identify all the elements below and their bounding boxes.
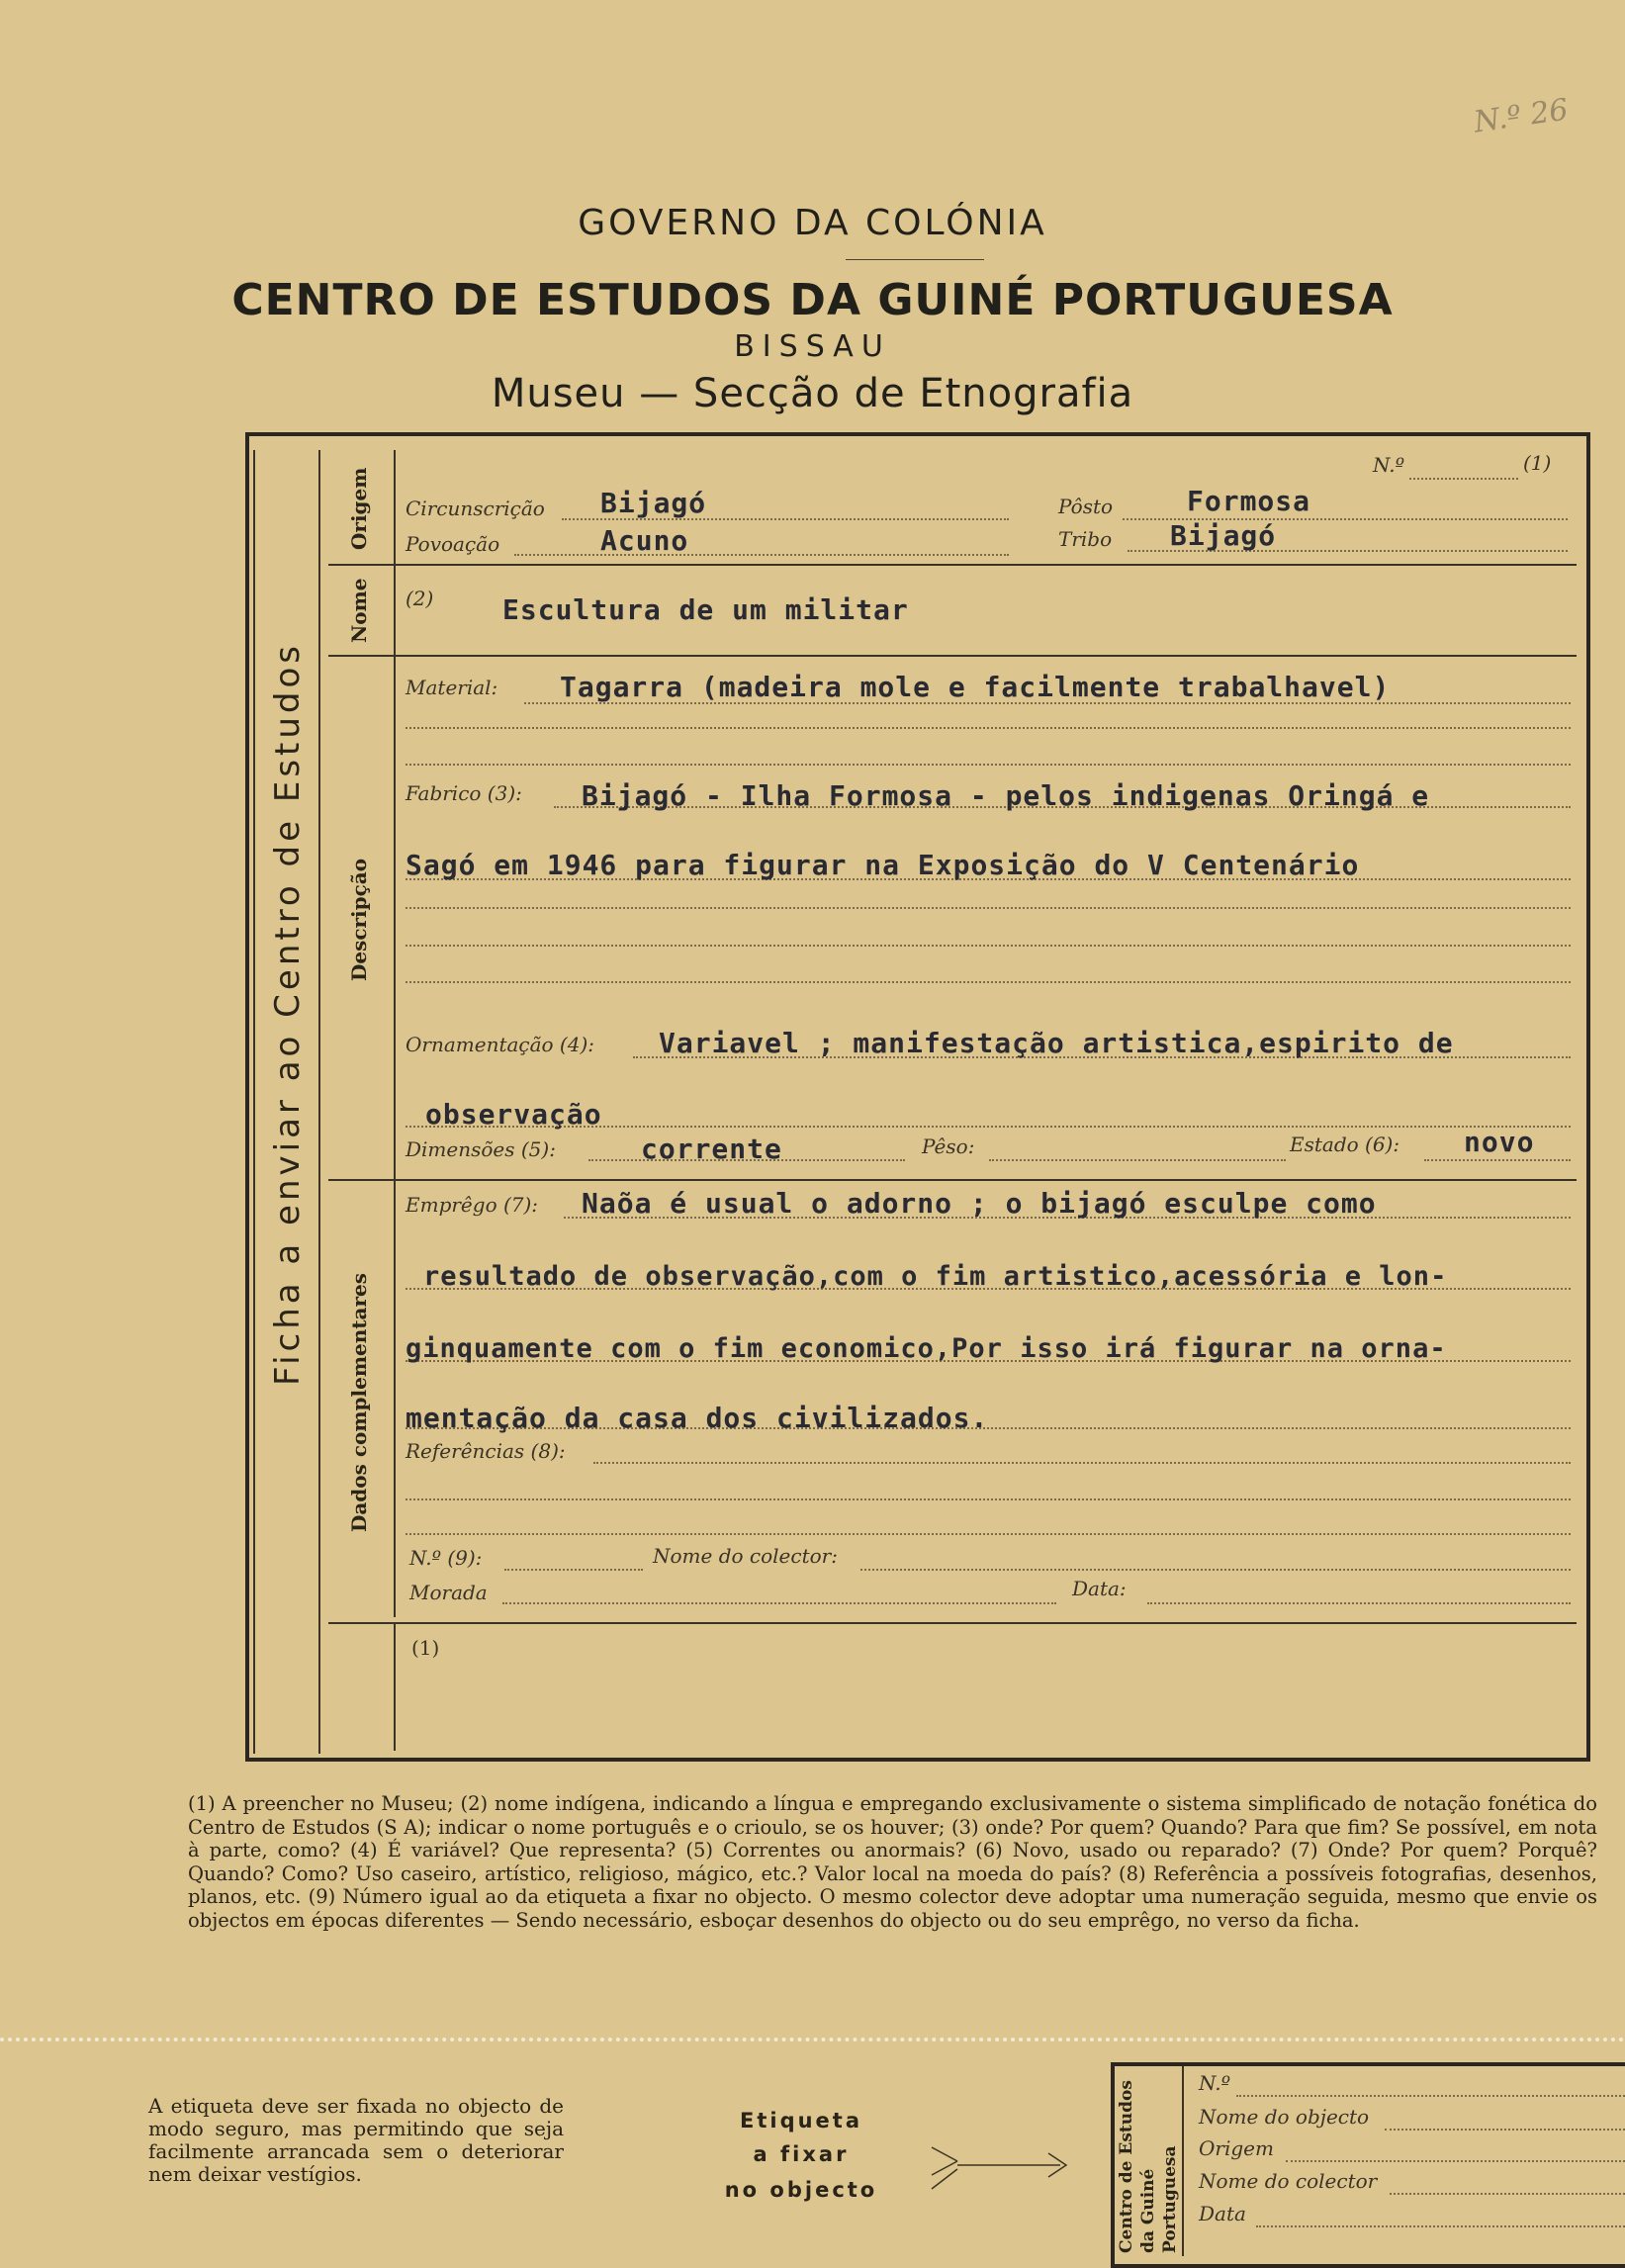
colector-field[interactable] (860, 1569, 1571, 1571)
estado-value: novo (1464, 1126, 1535, 1158)
tag-side-label: Centro de Estudos da Guiné Portuguesa (1117, 2080, 1180, 2253)
posto-value: Formosa (1187, 485, 1311, 517)
section-label-origem: Origem (347, 467, 371, 550)
tag-origem-label: Origem (1199, 2136, 1274, 2160)
tag-divider (1182, 2066, 1184, 2256)
numero-field[interactable] (1409, 478, 1518, 480)
header-centre-title: CENTRO DE ESTUDOS DA GUINÉ PORTUGUESA (231, 275, 1394, 325)
circunscricao-value: Bijagó (600, 487, 707, 519)
section-label-dados: Dados complementares (347, 1273, 371, 1532)
museu-note: (1) (411, 1636, 440, 1660)
peso-label: Pêso: (922, 1134, 975, 1158)
n9-label: N.º (9): (409, 1546, 483, 1570)
tag-numero-field[interactable] (1236, 2095, 1625, 2097)
fabrico-label: Fabrico (3): (406, 781, 522, 805)
museu-divider (394, 1624, 396, 1751)
estado-field[interactable] (1424, 1159, 1571, 1161)
referencias-field-2[interactable] (406, 1498, 1571, 1500)
side-column-edge (253, 450, 255, 1754)
estado-label: Estado (6): (1290, 1133, 1400, 1156)
tag-data-field[interactable] (1256, 2225, 1625, 2227)
row-line-nome (328, 655, 1577, 657)
row-line-descricao (328, 1179, 1577, 1181)
morada-field[interactable] (502, 1602, 1056, 1604)
header-rule (846, 259, 984, 260)
data-label: Data: (1072, 1577, 1127, 1600)
stub-instruction: A etiqueta deve ser fixada no objecto de modo seguro, mas permitindo que seja facilmente arrancada sem o deteriorar nem deixar vestígios. (148, 2094, 564, 2186)
fabrico-field-4[interactable] (406, 945, 1571, 947)
nome-value: Escultura de um militar (502, 593, 909, 626)
emprego-value-1: Naõa é usual o adorno ; o bijagó esculpe como (582, 1187, 1377, 1220)
tribo-label: Tribo (1058, 527, 1113, 551)
ornamentacao-value-1: Variavel ; manifestação artistica,espirito de (659, 1027, 1454, 1059)
header-section: Museu — Secção de Etnografia (491, 371, 1134, 416)
tag-colector-label: Nome do colector (1199, 2169, 1378, 2193)
povoacao-label: Povoação (406, 532, 500, 556)
ornamentacao-value-2: observação (425, 1098, 602, 1131)
data-field[interactable] (1147, 1602, 1571, 1604)
referencias-field-3[interactable] (406, 1533, 1571, 1535)
etiqueta-line-2: a fixar (753, 2142, 850, 2166)
emprego-label: Emprêgo (7): (406, 1193, 539, 1217)
material-label: Material: (406, 676, 498, 699)
section-label-nome: Nome (347, 578, 371, 644)
corner-pencil-mark: N.º 26 (1472, 92, 1571, 140)
fabrico-value-2: Sagó em 1946 para figurar na Exposição do V Centenário (406, 849, 1360, 881)
nome-note: (2) (406, 587, 434, 610)
arrow-icon (930, 2141, 1078, 2201)
referencias-field[interactable] (593, 1462, 1571, 1464)
morada-label: Morada (409, 1581, 488, 1604)
tag-colector-field[interactable] (1390, 2193, 1625, 2195)
referencias-label: Referências (8): (406, 1439, 566, 1463)
footnote: (1) A preencher no Museu; (2) nome indígena, indicando a língua e empregando exclusivamente o sistema simplificado de notação fonética do Centro de Estudos (S A); indicar o nome português e o crioulo, se os houver; (3) onde? Por quem? Quando? Para que fim? Se possível, em nota à parte, como? (4) É variável? Que representa? (5) Correntes ou anormais? (6) Novo, usado ou reparado? (7) Onde? Por quem? Porquê? Quando? Como? Uso caseiro, artístico, religioso, mágico, etc.? Valor local na moeda do país? (8) Referência a possíveis fotografias, desenhos, planos, etc. (9) Número igual ao da etiqueta a fixar no objecto. O mesmo colector deve adoptar uma numeração seguida, mesmo que envie os objectos em épocas diferentes — Sendo necessário, esboçar desenhos do objecto ou do seu emprêgo, no verso da ficha. (188, 1792, 1597, 1932)
povoacao-value: Acuno (600, 524, 689, 557)
fabrico-field-3[interactable] (406, 907, 1571, 909)
etiqueta-line-3: no objecto (724, 2178, 878, 2202)
tag-box (1111, 2062, 1625, 2268)
numero-label: N.º (1373, 453, 1404, 477)
row-line-origem (328, 564, 1577, 566)
row-line-dados (328, 1622, 1577, 1624)
tag-data-label: Data (1199, 2202, 1246, 2225)
colector-label: Nome do colector: (653, 1544, 838, 1568)
header-city: BISSAU (734, 329, 891, 364)
etiqueta-line-1: Etiqueta (739, 2109, 863, 2132)
tribo-value: Bijagó (1170, 519, 1277, 552)
numero-note: (1) (1523, 451, 1552, 475)
tag-nome-label: Nome do objecto (1199, 2105, 1370, 2129)
povoacao-field[interactable] (514, 554, 1009, 556)
tag-numero-label: N.º (1199, 2071, 1230, 2095)
section-column-divider (394, 450, 396, 1617)
emprego-value-3: ginquamente com o fim economico,Por isso irá figurar na orna- (406, 1333, 1447, 1364)
side-label: Ficha a enviar ao Centro de Estudos (268, 641, 308, 1387)
ornamentacao-label: Ornamentação (4): (406, 1033, 594, 1056)
side-column-divider (318, 450, 320, 1754)
perforation-line (0, 2038, 1625, 2041)
tag-origem-field[interactable] (1286, 2160, 1625, 2162)
n9-field[interactable] (504, 1569, 643, 1571)
dimensoes-value: corrente (641, 1133, 782, 1165)
material-value: Tagarra (madeira mole e facilmente trabalhavel) (560, 671, 1391, 703)
fabrico-value-1: Bijagó - Ilha Formosa - pelos indigenas Oringá e (582, 779, 1430, 812)
header-government: GOVERNO DA COLÓNIA (578, 203, 1047, 243)
section-label-descricao: Descripção (347, 858, 371, 982)
posto-label: Pôsto (1058, 495, 1114, 518)
fabrico-field-5[interactable] (406, 981, 1571, 983)
tag-nome-field[interactable] (1385, 2129, 1625, 2131)
peso-field[interactable] (989, 1159, 1286, 1161)
dimensoes-label: Dimensões (5): (406, 1137, 556, 1161)
material-field-2[interactable] (406, 727, 1571, 729)
emprego-value-2: resultado de observação,com o fim artistico,acessória e lon- (423, 1261, 1448, 1292)
emprego-value-4: mentação da casa dos civilizados. (406, 1402, 989, 1434)
circunscricao-label: Circunscrição (406, 497, 545, 520)
material-field-3[interactable] (406, 764, 1571, 766)
